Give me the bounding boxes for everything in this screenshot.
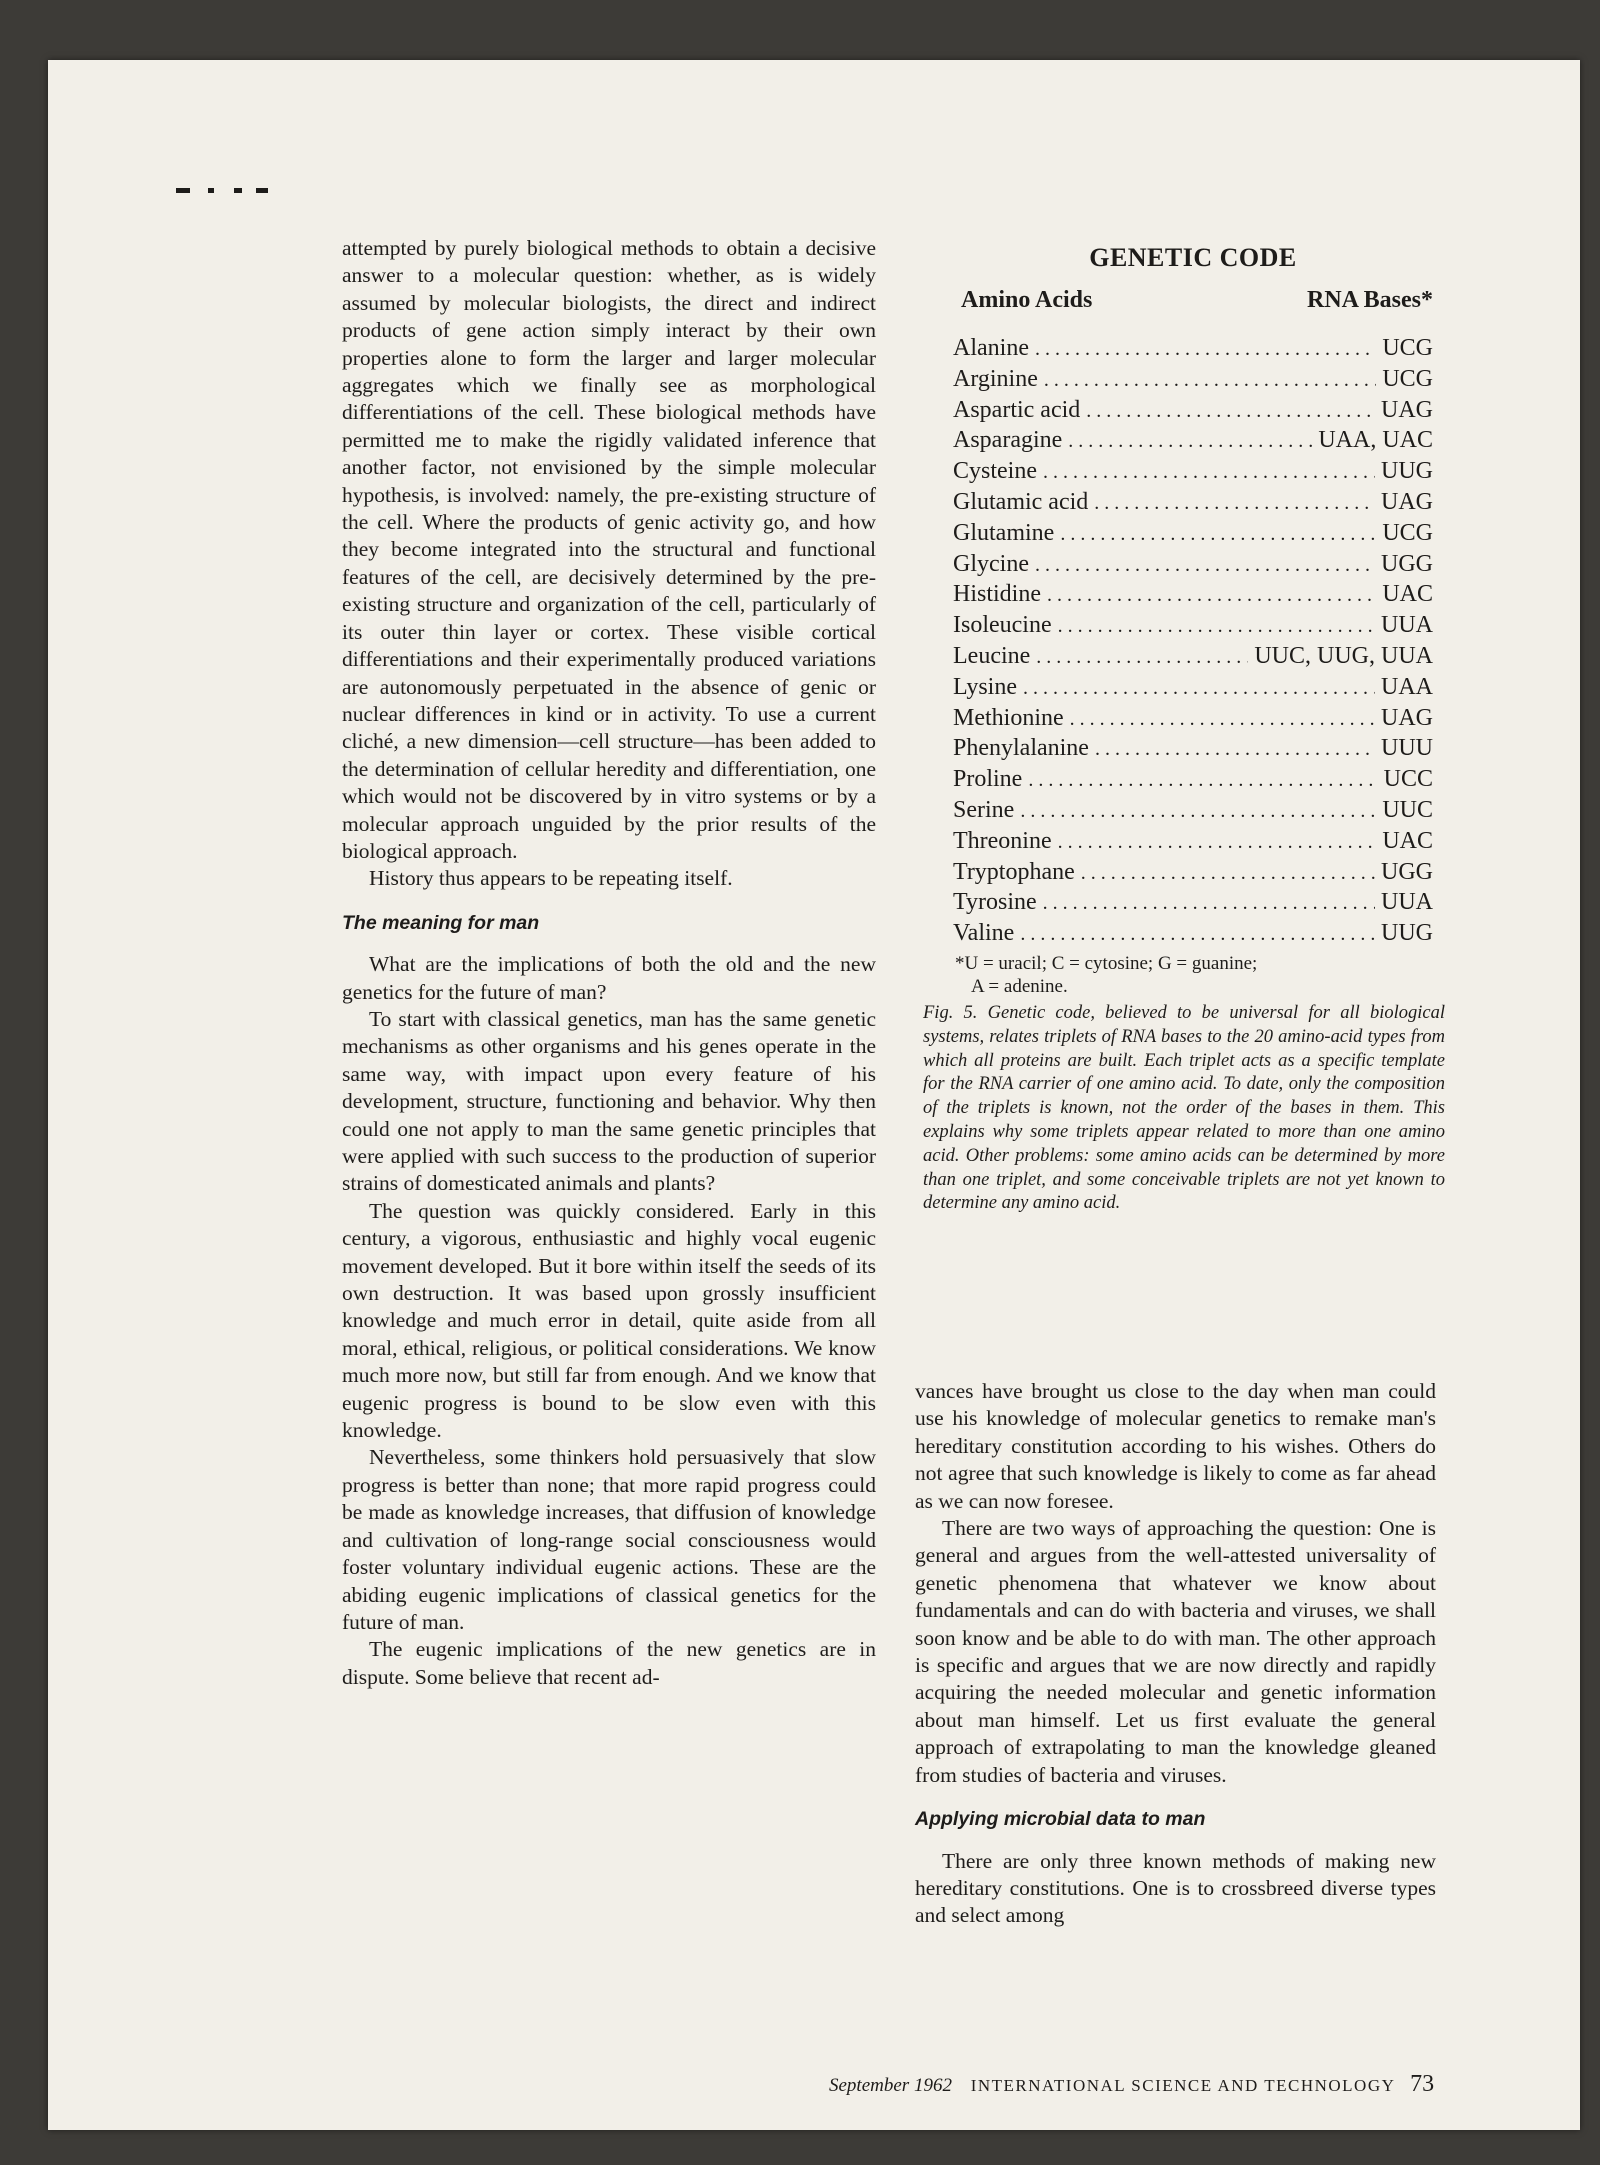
- amino-acid-name: Leucine: [953, 642, 1031, 669]
- table-row: [953, 704, 1433, 735]
- rna-bases: UUG: [1381, 920, 1433, 947]
- rna-bases: UAC: [1382, 827, 1433, 854]
- dot-leader: [1095, 735, 1375, 765]
- dot-leader: [1028, 766, 1377, 796]
- amino-acid-name: Alanine: [953, 335, 1029, 361]
- amino-acid-name: Glutamine: [953, 519, 1055, 546]
- body-paragraph: Nevertheless, some thinkers hold persuasively that slow progress is better than none; that more rapid progress could be made as knowledge increases, that diffusion of knowledge and cultivation of long-range social consciousness would foster voluntary individual eugenic actions. These are the abiding eugenic implications of classical genetics for the future of man.: [342, 1445, 876, 1634]
- dot-leader: [1047, 581, 1376, 611]
- rna-bases: UUU: [1381, 735, 1433, 762]
- dot-leader: [1043, 458, 1375, 488]
- dot-leader: [1044, 366, 1376, 396]
- rna-bases: UCG: [1382, 365, 1433, 392]
- table-row: [953, 488, 1433, 519]
- body-paragraph: vances have brought us close to the day when man could use his knowledge of molecular genetics to remake man's hereditary constitution according to his wishes. Others do not agree that such knowledge is likely to come as far ahead as we can now foresee.: [915, 1379, 1436, 1513]
- body-paragraph: There are only three known methods of making new hereditary constitutions. One is to crossbreed diverse types and select among: [915, 1848, 1436, 1928]
- table-row: [953, 796, 1433, 827]
- left-text-column: [342, 235, 876, 1691]
- amino-acid-name: Phenylalanine: [953, 735, 1089, 762]
- rna-bases: UCC: [1383, 766, 1433, 793]
- table-row: [953, 673, 1433, 704]
- amino-acid-name: Lysine: [953, 673, 1017, 700]
- dot-leader: [1081, 859, 1375, 889]
- table-row: [953, 827, 1433, 858]
- amino-acid-name: Proline: [953, 766, 1023, 793]
- amino-acid-name: Glycine: [953, 550, 1029, 577]
- dot-leader: [1043, 889, 1375, 919]
- amino-acid-name: Cysteine: [953, 458, 1037, 485]
- body-paragraph: The eugenic implications of the new genetics are in dispute. Some believe that recent ad-: [342, 1637, 876, 1689]
- issue-date: September 1962: [829, 2075, 952, 2096]
- table-row: [953, 765, 1433, 796]
- rna-bases: UAC: [1382, 581, 1433, 608]
- dot-leader: [1060, 520, 1376, 550]
- rna-bases: UGG: [1381, 858, 1433, 885]
- dot-leader: [1094, 489, 1375, 519]
- table-row: [953, 888, 1433, 919]
- dot-leader: [1036, 643, 1248, 673]
- body-paragraph: There are two ways of approaching the question: One is general and argues from the well-attested universality of genetic phenomena that whatever we know about fundamentals and can do with bacteria and viruses, we shall soon know and be able to do with man. The other approach is specific and argues that we are now directly and rapidly acquiring the needed molecular and genetic information about man himself. Let us first evaluate the general approach of extrapolating to man the knowledge gleaned from studies of bacteria and viruses.: [915, 1516, 1436, 1787]
- table-row: [953, 919, 1433, 950]
- rna-bases: UUC: [1382, 796, 1433, 823]
- figure-caption: Fig. 5. Genetic code, believed to be universal for all biological systems, relates triplets of RNA bases to the 20 amino-acid types from which all proteins are built. Each triplet acts as a specific template for the RNA carrier of one amino acid. To date, only the composition of the triplets is known, not the order of the bases in them. This explains why some triplets appear related to more than one amino acid. Other problems: some amino acids can be determined by more than one triplet, and some conceivable triplets are not yet known to determine any amino acid.: [923, 1003, 1445, 1214]
- amino-acid-name: Aspartic acid: [953, 396, 1081, 423]
- page-footer: [829, 2071, 1434, 2098]
- amino-acid-name: Threonine: [953, 827, 1052, 854]
- rna-bases: UAG: [1381, 488, 1433, 515]
- table-row: [953, 334, 1433, 365]
- body-paragraph: The question was quickly considered. Early in this century, a vigorous, enthusiastic and highly vocal eugenic movement developed. But it bore within itself the seeds of its own destruction. It was based upon grossly insufficient knowledge and much error in detail, quite aside from all moral, ethical, religious, or political considerations. We know much more now, but still far from enough. And we know that eugenic progress is bound to be slow even with this knowledge.: [342, 1198, 876, 1443]
- dot-leader: [1068, 427, 1312, 457]
- table-row: [953, 580, 1433, 611]
- rna-bases: UCG: [1382, 519, 1433, 546]
- amino-acid-name: Methionine: [953, 704, 1064, 731]
- table-row: [953, 611, 1433, 642]
- right-text-column: [915, 1378, 1436, 1930]
- table-row: [953, 858, 1433, 889]
- amino-acid-name: Serine: [953, 796, 1015, 823]
- table-row: [953, 426, 1433, 457]
- dot-leader: [1035, 551, 1375, 581]
- amino-acid-name: Arginine: [953, 365, 1038, 392]
- dot-leader: [1058, 612, 1375, 642]
- rna-bases: UUA: [1381, 612, 1433, 639]
- table-row: [953, 734, 1433, 765]
- footnote-line: A = adenine.: [971, 975, 1068, 997]
- rna-bases: UUG: [1381, 458, 1433, 485]
- dot-leader: [1023, 674, 1375, 704]
- table-row: [953, 396, 1433, 427]
- table-row: [953, 365, 1433, 396]
- table-body: [953, 334, 1433, 950]
- table-title: GENETIC CODE: [1089, 243, 1297, 272]
- rna-bases: UAG: [1381, 704, 1433, 731]
- section-heading: The meaning for man: [342, 911, 540, 934]
- footnote-line: *U = uracil; C = cytosine; G = guanine;: [955, 952, 1258, 974]
- dot-leader: [1070, 705, 1375, 735]
- dot-leader: [1035, 335, 1376, 365]
- genetic-code-table: [953, 243, 1433, 998]
- amino-acid-name: Glutamic acid: [953, 488, 1089, 515]
- body-paragraph: attempted by purely biological methods to obtain a decisive answer to a molecular question: whether, as is widely assumed by molecular biologists, the direct and indirect products of gene action simply interact by their own properties alone to form the larger and larger molecular aggregates which we finally see as morphological differentiations of the cell. These biological methods have permitted me to make the rigidly validated inference that another factor, not envisioned by the simple molecular hypothesis, is involved: namely, the pre-existing structure of the cell. Where the products of genic activity go, and how they become integrated into the structural and functional features of the cell, are decisively determined by the pre-existing structure and organization of the cell, particularly of its outer thin layer or cortex. These visible cortical differentiations and their experimentally produced variations are autonomously perpetuated in the absence of genic or nuclear differences in kind or in activity. To use a current cliché, a new dimension—cell structure—has been added to the determination of cellular heredity and differentiation, one which would not be discovered by in vitro systems or by a molecular approach unguided by the prior results of the biological approach.: [342, 236, 876, 863]
- table-row: [953, 519, 1433, 550]
- dot-leader: [1020, 797, 1376, 827]
- magazine-name: INTERNATIONAL SCIENCE AND TECHNOLOGY: [970, 2076, 1396, 2095]
- body-paragraph: History thus appears to be repeating itself.: [369, 866, 733, 891]
- rna-bases: UAA: [1381, 673, 1433, 700]
- dot-leader: [1020, 920, 1375, 950]
- magazine-page: [48, 60, 1580, 2130]
- rna-bases: UUA: [1381, 889, 1433, 916]
- page-corner-mark: [176, 184, 286, 196]
- page-number: 73: [1410, 2071, 1435, 2097]
- body-paragraph: To start with classical genetics, man has the same genetic mechanisms as other organisms and his genes operate in the same way, with impact upon every feature of his development, structure, functioning and behavior. Why then could one not apply to man the same genetic principles that were applied with such success to the production of superior strains of domesticated animals and plants?: [342, 1006, 876, 1196]
- dot-leader: [1058, 828, 1377, 858]
- amino-acids-header: Amino Acids: [961, 287, 1093, 313]
- rna-bases: UAA, UAC: [1318, 427, 1433, 454]
- amino-acid-name: Tryptophane: [953, 858, 1075, 885]
- amino-acid-name: Isoleucine: [953, 612, 1052, 639]
- amino-acid-name: Asparagine: [953, 427, 1063, 454]
- table-header: [953, 287, 1433, 314]
- rna-bases: UUC, UUG, UUA: [1254, 642, 1433, 669]
- dot-leader: [1086, 397, 1375, 427]
- rna-bases-header: RNA Bases*: [1306, 287, 1433, 313]
- rna-bases: UCG: [1382, 335, 1433, 361]
- rna-bases: UGG: [1381, 550, 1433, 577]
- body-paragraph: What are the implications of both the old and the new genetics for the future of man?: [342, 952, 876, 1004]
- amino-acid-name: Valine: [953, 920, 1015, 947]
- amino-acid-name: Histidine: [953, 581, 1041, 608]
- table-row: [953, 550, 1433, 581]
- table-footnote: [953, 952, 1433, 998]
- rna-bases: UAG: [1381, 396, 1433, 423]
- table-row: [953, 457, 1433, 488]
- table-row: [953, 642, 1433, 673]
- section-heading: Applying microbial data to man: [915, 1808, 1206, 1831]
- amino-acid-name: Tyrosine: [953, 889, 1037, 916]
